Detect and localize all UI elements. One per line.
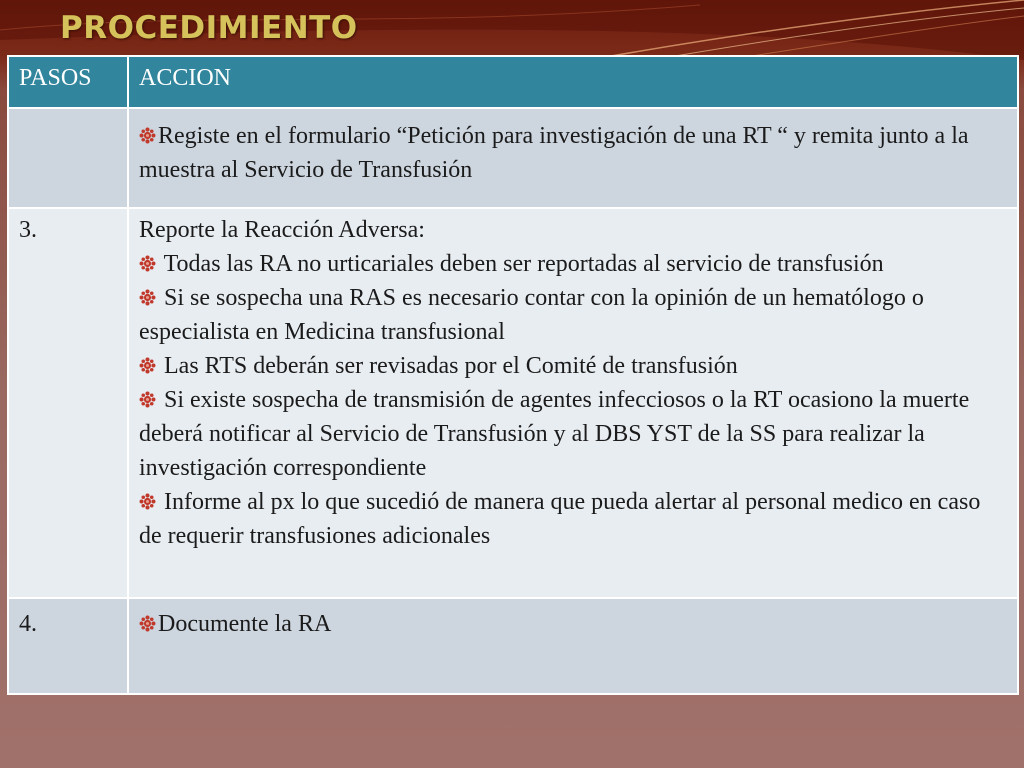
step-number-cell: 3.: [8, 208, 128, 598]
action-cell: [128, 208, 1018, 598]
step-number-cell: 4.: [8, 598, 128, 694]
action-item: Informe al px lo que sucedió de manera que pueda alertar al personal medico en caso de requerir transfusiones adicionales: [139, 489, 981, 549]
flower-bullet-icon: [139, 255, 156, 272]
flower-bullet-icon: [139, 127, 156, 144]
flower-bullet-icon: [139, 391, 156, 408]
action-intro: Reporte la Reacción Adversa:: [139, 217, 425, 243]
step-number-cell: [8, 108, 128, 208]
flower-bullet-icon: [139, 493, 156, 510]
table-row: [8, 208, 1018, 598]
column-header-accion: ACCION: [128, 56, 1018, 108]
action-cell: [128, 108, 1018, 208]
table-header-row: [8, 56, 1018, 108]
flower-bullet-icon: [139, 289, 156, 306]
page-title: PROCEDIMIENTO: [60, 10, 358, 46]
table-row: [8, 108, 1018, 208]
flower-bullet-icon: [139, 615, 156, 632]
action-item: Si se sospecha una RAS es necesario contar con la opinión de un hematólogo o especialista en Medicina transfusional: [139, 285, 924, 345]
procedure-table: [7, 55, 1019, 695]
action-item: Documente la RA: [139, 607, 1007, 641]
action-cell: [128, 598, 1018, 694]
action-item: Si existe sospecha de transmisión de agentes infecciosos o la RT ocasiono la muerte deberá notificar al Servicio de Transfusión y al DBS YST de la SS para realizar la investigación correspondiente: [139, 387, 970, 481]
action-item: Las RTS deberán ser revisadas por el Comité de transfusión: [139, 349, 1007, 383]
column-header-pasos: PASOS: [8, 56, 128, 108]
flower-bullet-icon: [139, 357, 156, 374]
table-row: [8, 598, 1018, 694]
action-item: Registe en el formulario “Petición para investigación de una RT “ y remita junto a la muestra al Servicio de Transfusión: [139, 123, 969, 183]
action-item: Todas las RA no urticariales deben ser reportadas al servicio de transfusión: [139, 247, 1007, 281]
